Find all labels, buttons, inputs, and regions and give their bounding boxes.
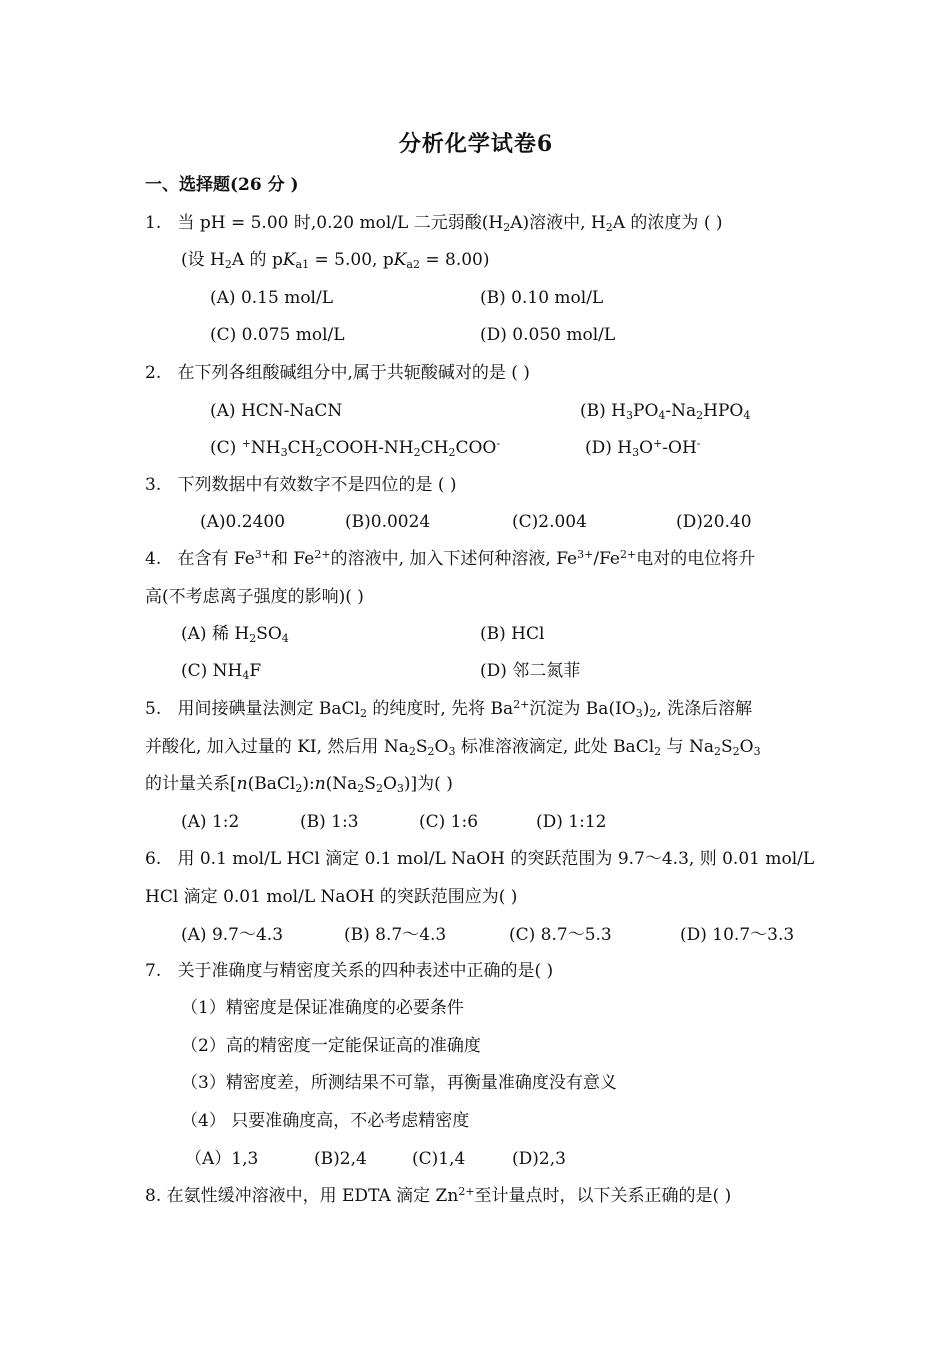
- option-1c[interactable]: (C) 0.075 mol/L: [210, 325, 345, 345]
- question-1-note: (设 $H_2A$ 的 $pK_{a1} = 5.00$, $pK_{a2} = 8.00$): [181, 250, 490, 271]
- option-6b[interactable]: (B) 8.7～4.3: [344, 925, 447, 945]
- question-number: 3.: [145, 475, 162, 495]
- question-6-stem-line2: HCl 滴定 0.01 mol/L NaOH 的突跃范围应为( ): [145, 887, 518, 907]
- question-4-stem-line2: 高(不考虑离子强度的影响)( ): [145, 587, 364, 607]
- question-number: 4.: [145, 549, 162, 569]
- question-5-stem-line3: 的计量关系$[n(BaCl_2):n(Na_2S_2O_3)]$为( ): [145, 774, 453, 795]
- page-title: 分析化学试卷6: [398, 131, 554, 157]
- option-6d[interactable]: (D) 10.7～3.3: [680, 925, 795, 945]
- question-3-stem: 3. 下列数据中有效数字不是四位的是 ( ): [145, 475, 457, 495]
- option-3c[interactable]: (C)2.004: [512, 512, 587, 532]
- option-5c[interactable]: (C) 1:6: [419, 812, 479, 832]
- question-6-stem-line1: 6. 用 0.1 mol/L HCl 滴定 0.1 mol/L NaOH 的突跃范围为 9.7～4.3, 则 0.01 mol/L: [145, 849, 815, 869]
- option-3b[interactable]: (B)0.0024: [345, 512, 431, 532]
- option-4b[interactable]: (B) HCl: [480, 624, 545, 644]
- option-6a[interactable]: (A) 9.7～4.3: [181, 925, 284, 945]
- option-2d[interactable]: (D) $H_3O^+-OH^-$: [585, 437, 701, 459]
- option-3a[interactable]: (A)0.2400: [200, 512, 286, 532]
- option-5d[interactable]: (D) 1:12: [536, 812, 607, 832]
- option-3d[interactable]: (D)20.40: [676, 512, 752, 532]
- option-4d[interactable]: (D) 邻二氮菲: [480, 661, 581, 681]
- question-7-stem: 7. 关于准确度与精密度关系的四种表述中正确的是( ): [145, 961, 554, 981]
- option-4c[interactable]: (C) $NH_4F$: [181, 661, 262, 682]
- question-1-stem: 1. 当 pH = 5.00 时,0.20 mol/L 二元弱酸$(H_2A)$溶液中, $H_2A$ 的浓度为 ( ): [145, 213, 723, 234]
- option-7a[interactable]: （A）1,3: [185, 1149, 259, 1169]
- option-2a[interactable]: (A) HCN-NaCN: [210, 401, 343, 421]
- question-5-stem-line2: 并酸化, 加入过量的 KI, 然后用 $Na_2S_2O_3$ 标准溶液滴定, 此处 BaCl$_2$ 与 $Na_2S_2O_3$: [145, 737, 761, 758]
- question-number: 1.: [145, 213, 162, 233]
- statement-2: （2）高的精密度一定能保证高的准确度: [181, 1036, 481, 1056]
- option-6c[interactable]: (C) 8.7～5.3: [509, 925, 612, 945]
- option-7c[interactable]: (C)1,4: [412, 1149, 466, 1169]
- question-8-stem: 8. 在氨性缓冲溶液中，用 EDTA 滴定 $Zn^{2+}$至计量点时，以下关系正确的是( ): [145, 1185, 732, 1206]
- option-1b[interactable]: (B) 0.10 mol/L: [480, 288, 604, 308]
- question-4-stem-line1: 4. 在含有 $Fe^{3+}$和 $Fe^{2+}$的溶液中, 加入下述何种溶液, $Fe^{3+}/Fe^{2+}$电对的电位将升: [145, 548, 756, 569]
- option-2c[interactable]: (C) $^+NH_3CH_2COOH-NH_2CH_2COO^-$: [210, 437, 501, 459]
- question-number: 2.: [145, 363, 162, 383]
- section-heading-choice: 一、选择题(26 分 ): [145, 175, 299, 195]
- question-2-stem: 2. 在下列各组酸碱组分中,属于共轭酸碱对的是 ( ): [145, 363, 530, 383]
- statement-3: （3）精密度差，所测结果不可靠，再衡量准确度没有意义: [181, 1073, 617, 1093]
- option-1a[interactable]: (A) 0.15 mol/L: [210, 288, 334, 308]
- option-7b[interactable]: (B)2,4: [314, 1149, 367, 1169]
- option-4a[interactable]: (A) 稀 $H_2SO_4$: [181, 624, 289, 645]
- question-number: 7.: [145, 961, 162, 981]
- option-5a[interactable]: (A) 1:2: [181, 812, 240, 832]
- question-number: 5.: [145, 699, 162, 719]
- statement-1: （1）精密度是保证准确度的必要条件: [181, 998, 464, 1018]
- statement-4: （4） 只要准确度高，不必考虑精密度: [181, 1111, 470, 1131]
- option-7d[interactable]: (D)2,3: [512, 1149, 566, 1169]
- option-1d[interactable]: (D) 0.050 mol/L: [480, 325, 616, 345]
- question-5-stem-line1: 5. 用间接碘量法测定 BaCl$_2$ 的纯度时, 先将 $Ba^{2+}$沉淀为 $Ba(IO_3)_2$, 洗涤后溶解: [145, 698, 753, 720]
- option-5b[interactable]: (B) 1:3: [300, 812, 359, 832]
- option-2b[interactable]: (B) $H_3PO_4-Na_2HPO_4$: [580, 401, 751, 422]
- question-number: 6.: [145, 849, 162, 869]
